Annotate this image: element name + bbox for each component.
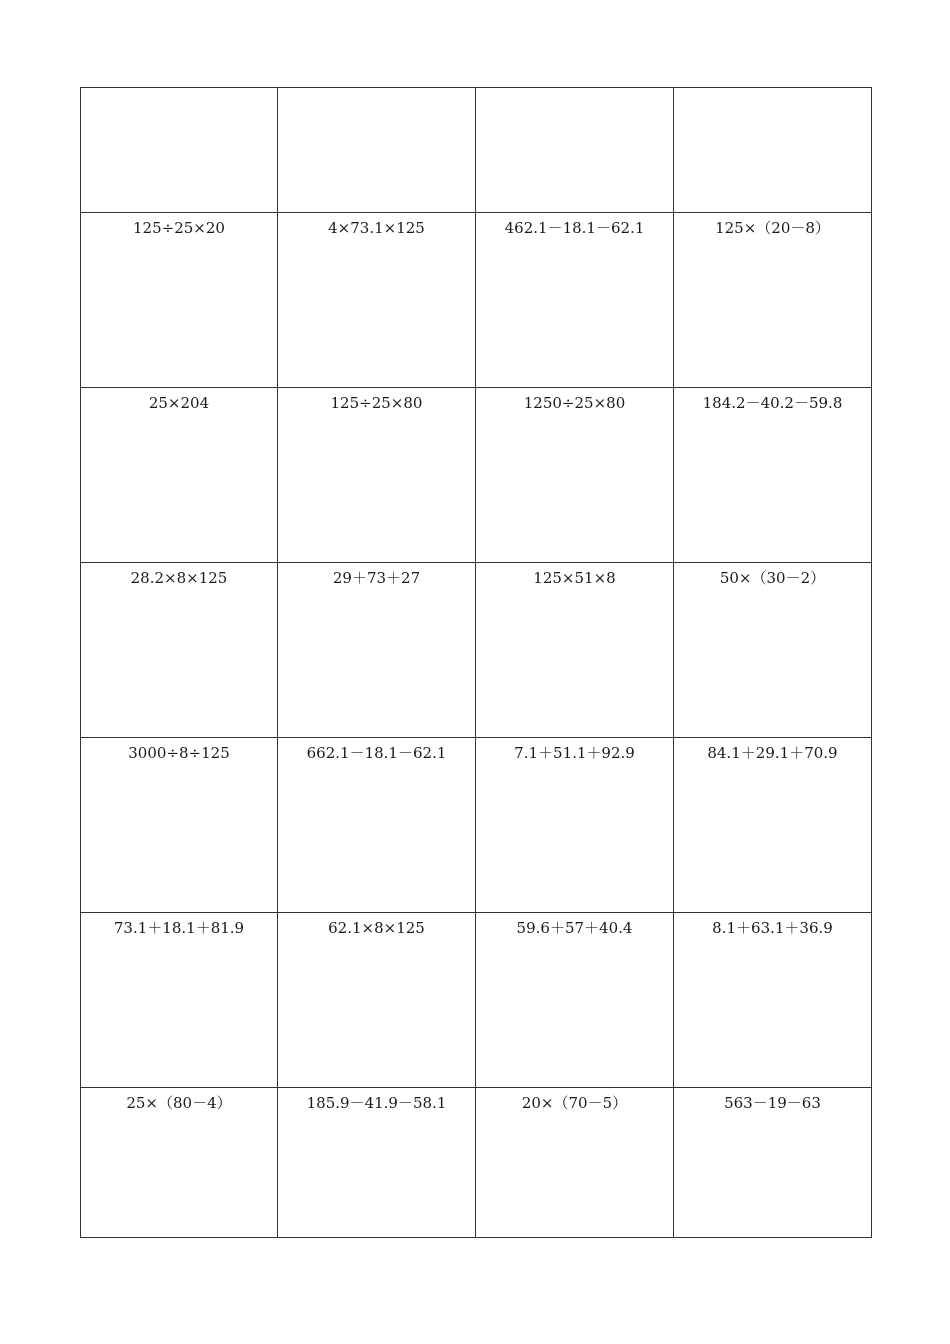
table-row xyxy=(81,1088,872,1238)
calculation-worksheet-table xyxy=(80,87,872,1238)
problem-cell: 563－19－63 xyxy=(674,1088,872,1238)
problem-cell: 25×（80－4） xyxy=(81,1088,278,1238)
problem-cell: 50×（30－2） xyxy=(674,563,872,738)
problem-cell: 20×（70－5） xyxy=(476,1088,674,1238)
problem-cell xyxy=(278,88,476,213)
problem-cell xyxy=(476,88,674,213)
table-row xyxy=(81,88,872,213)
problem-cell: 125÷25×20 xyxy=(81,213,278,388)
table-row xyxy=(81,913,872,1088)
problem-cell: 7.1＋51.1＋92.9 xyxy=(476,738,674,913)
problem-cell: 59.6＋57＋40.4 xyxy=(476,913,674,1088)
table-row xyxy=(81,563,872,738)
problem-cell xyxy=(81,88,278,213)
table-row xyxy=(81,213,872,388)
problem-cell xyxy=(674,88,872,213)
problem-cell: 62.1×8×125 xyxy=(278,913,476,1088)
problem-cell: 125÷25×80 xyxy=(278,388,476,563)
table-row xyxy=(81,738,872,913)
problem-cell: 25×204 xyxy=(81,388,278,563)
problem-cell: 3000÷8÷125 xyxy=(81,738,278,913)
table-row xyxy=(81,388,872,563)
problem-cell: 462.1－18.1－62.1 xyxy=(476,213,674,388)
problem-cell: 4×73.1×125 xyxy=(278,213,476,388)
problem-cell: 28.2×8×125 xyxy=(81,563,278,738)
problem-cell: 84.1＋29.1＋70.9 xyxy=(674,738,872,913)
problem-cell: 1250÷25×80 xyxy=(476,388,674,563)
problem-cell: 8.1＋63.1＋36.9 xyxy=(674,913,872,1088)
problem-cell: 73.1＋18.1＋81.9 xyxy=(81,913,278,1088)
problem-cell: 29＋73＋27 xyxy=(278,563,476,738)
problem-cell: 185.9－41.9－58.1 xyxy=(278,1088,476,1238)
problem-cell: 184.2－40.2－59.8 xyxy=(674,388,872,563)
problem-cell: 662.1－18.1－62.1 xyxy=(278,738,476,913)
problem-cell: 125×51×8 xyxy=(476,563,674,738)
problem-cell: 125×（20－8） xyxy=(674,213,872,388)
